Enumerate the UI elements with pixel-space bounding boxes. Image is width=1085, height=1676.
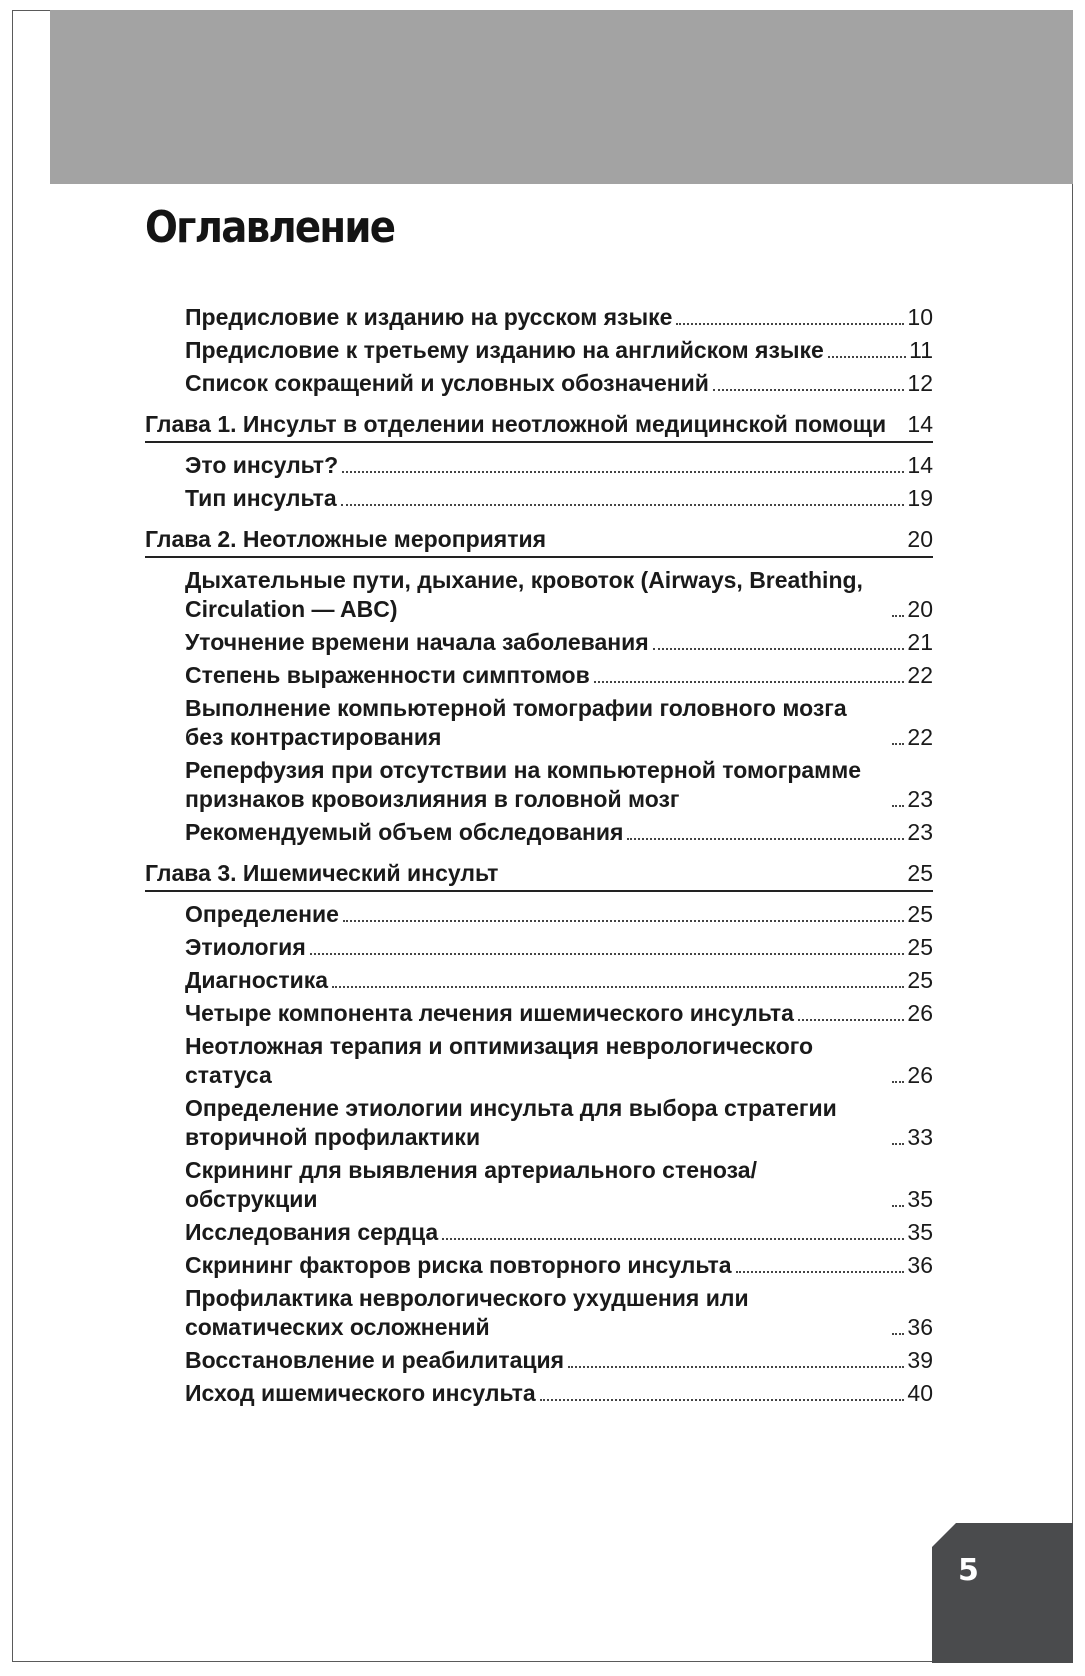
toc-entry[interactable]: [185, 566, 933, 624]
toc-entry[interactable]: [185, 933, 933, 962]
toc-entry[interactable]: [185, 966, 933, 995]
toc-entry-title: Диагностика: [185, 967, 329, 993]
toc-entry-title: Исследования сердца: [185, 1219, 439, 1245]
toc-entry-title: Выполнение компьютерной томографии головного мозга без контрастирования: [185, 695, 847, 750]
dot-leader: [540, 1399, 905, 1401]
toc-entry-title: Предисловие к третьему изданию на английском языке: [185, 337, 824, 363]
toc-entry[interactable]: [185, 303, 933, 332]
toc-page-number: 25: [907, 901, 933, 927]
toc-entry-title: Степень выраженности симптомов: [185, 662, 590, 688]
toc-page-number: 26: [907, 1062, 933, 1088]
toc-entry-title: Определение: [185, 901, 339, 927]
toc-entry-title: Глава 1. Инсульт в отделении неотложной медицинской помощи: [145, 411, 887, 437]
dot-leader: [343, 920, 904, 922]
toc-entry-title: Неотложная терапия и оптимизация неврологического статуса: [185, 1033, 814, 1088]
toc-entry-title: Глава 3. Ишемический инсульт: [145, 860, 499, 886]
toc-page-number: 12: [907, 370, 933, 396]
toc-page-number: 35: [907, 1219, 933, 1245]
header-band: [50, 10, 1073, 184]
dot-leader: [653, 648, 905, 650]
dot-leader: [892, 1081, 904, 1083]
toc-entry[interactable]: [185, 1032, 933, 1090]
toc-entry[interactable]: [185, 756, 933, 814]
table-of-contents: [145, 303, 933, 1412]
toc-entry[interactable]: [185, 818, 933, 847]
toc-chapter[interactable]: [145, 410, 933, 443]
toc-page-number: 10: [907, 304, 933, 330]
toc-entry[interactable]: [185, 1284, 933, 1342]
dot-leader: [713, 389, 904, 391]
toc-entry-title: Реперфузия при отсутствии на компьютерной томограмме признаков кровоизлияния в головной мозг: [185, 757, 862, 812]
toc-page-number: 19: [907, 485, 933, 511]
dot-leader: [568, 1366, 904, 1368]
toc-entry[interactable]: [185, 694, 933, 752]
toc-entry[interactable]: [185, 369, 933, 398]
toc-entry[interactable]: [185, 484, 933, 513]
toc-page-number: 23: [907, 786, 933, 812]
page-number: 5: [958, 1553, 979, 1588]
toc-entry-title: Уточнение времени начала заболевания: [185, 629, 649, 655]
toc-page-number: 25: [907, 934, 933, 960]
dot-leader: [892, 1143, 904, 1145]
toc-entry[interactable]: [185, 661, 933, 690]
toc-entry-title: Восстановление и реабилитация: [185, 1347, 565, 1373]
dot-leader: [892, 743, 904, 745]
toc-entry-title: Профилактика неврологического ухудшения или соматических осложнений: [185, 1285, 749, 1340]
toc-page-number: 22: [907, 662, 933, 688]
toc-entry[interactable]: [185, 1346, 933, 1375]
toc-chapter[interactable]: [145, 859, 933, 892]
toc-entry-title: Рекомендуемый объем обследования: [185, 819, 624, 845]
toc-page-number: 11: [909, 337, 933, 363]
toc-entry-title: Предисловие к изданию на русском языке: [185, 304, 673, 330]
dot-leader: [342, 471, 904, 473]
page-number-tab: [932, 1523, 1073, 1663]
toc-page-number: 20: [907, 596, 933, 622]
dot-leader: [332, 986, 904, 988]
toc-entry-title: Исход ишемического инсульта: [185, 1380, 536, 1406]
dot-leader: [798, 1019, 905, 1021]
toc-page-number: 26: [907, 1000, 933, 1026]
toc-page-number: 33: [907, 1124, 933, 1150]
toc-entry[interactable]: [185, 336, 933, 365]
toc-page-number: 25: [907, 860, 933, 886]
toc-entry-title: Этиология: [185, 934, 306, 960]
dot-leader: [892, 1333, 904, 1335]
toc-entry[interactable]: [185, 1094, 933, 1152]
toc-page-number: 36: [907, 1252, 933, 1278]
toc-entry[interactable]: [185, 999, 933, 1028]
dot-leader: [341, 504, 905, 506]
dot-leader: [892, 1205, 904, 1207]
toc-page-number: 14: [907, 452, 933, 478]
toc-entry-title: Скрининг факторов риска повторного инсульта: [185, 1252, 732, 1278]
toc-entry-title: Скрининг для выявления артериального стеноза/обструкции: [185, 1157, 757, 1212]
toc-entry-title: Четыре компонента лечения ишемического инсульта: [185, 1000, 794, 1026]
toc-page-number: 21: [907, 629, 933, 655]
dot-leader: [892, 805, 904, 807]
dot-leader: [442, 1238, 904, 1240]
toc-page-number: 40: [907, 1380, 933, 1406]
page-title: Оглавление: [145, 202, 395, 253]
toc-entry[interactable]: [185, 1218, 933, 1247]
toc-page-number: 39: [907, 1347, 933, 1373]
toc-entry-title: Глава 2. Неотложные мероприятия: [145, 526, 547, 552]
toc-page-number: 36: [907, 1314, 933, 1340]
toc-entry[interactable]: [185, 1251, 933, 1280]
toc-entry-title: Тип инсульта: [185, 485, 337, 511]
toc-page-number: 14: [907, 411, 933, 437]
toc-entry-title: Дыхательные пути, дыхание, кровоток (Airways, Breathing, Circulation — ABC): [185, 567, 863, 622]
dot-leader: [594, 681, 905, 683]
dot-leader: [736, 1271, 905, 1273]
toc-entry[interactable]: [185, 900, 933, 929]
dot-leader: [828, 356, 906, 358]
dot-leader: [892, 615, 904, 617]
dot-leader: [310, 953, 905, 955]
toc-page-number: 25: [907, 967, 933, 993]
toc-entry[interactable]: [185, 1156, 933, 1214]
toc-page-number: 22: [907, 724, 933, 750]
toc-chapter[interactable]: [145, 525, 933, 558]
toc-page-number: 23: [907, 819, 933, 845]
toc-entry-title: Это инсульт?: [185, 452, 339, 478]
toc-entry-title: Список сокращений и условных обозначений: [185, 370, 709, 396]
dot-leader: [627, 838, 904, 840]
toc-page-number: 20: [907, 526, 933, 552]
toc-page-number: 35: [907, 1186, 933, 1212]
toc-entry[interactable]: [185, 1379, 933, 1408]
toc-entry[interactable]: [185, 628, 933, 657]
dot-leader: [676, 323, 904, 325]
toc-entry[interactable]: [185, 451, 933, 480]
toc-entry-title: Определение этиологии инсульта для выбора стратегии вторичной профилактики: [185, 1095, 837, 1150]
